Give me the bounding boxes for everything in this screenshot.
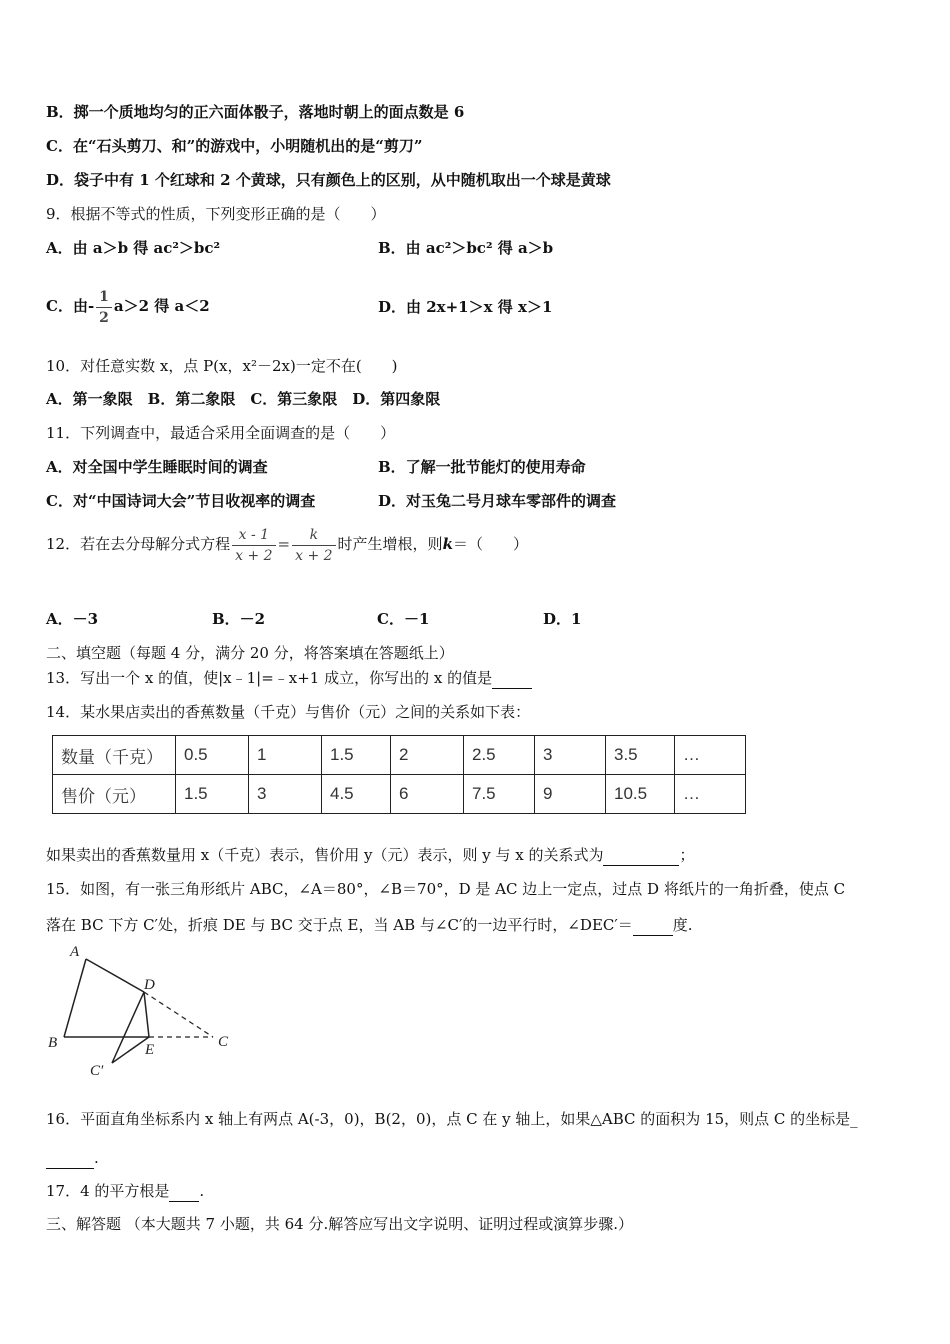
table-row-label: 售价（元） xyxy=(53,775,176,814)
table-cell: … xyxy=(675,736,746,775)
q14-question-end: ； xyxy=(679,846,695,864)
q12-stem-prefix: 12．若在去分母解分式方程 xyxy=(46,535,231,553)
q15-line1: 15．如图，有一张三角形纸片 ABC，∠A＝80°，∠B＝70°，D 是 AC 边上一定点，过点 D 将纸片的一角折叠，使点 C xyxy=(46,880,846,898)
q8-option-c: C．在“石头剪刀、和”的游戏中，小明随机出的是“剪刀” xyxy=(46,137,423,155)
q12-option-b: B．－2 xyxy=(212,610,266,628)
q9-c-denominator: 2 xyxy=(99,309,109,326)
q10-stem: 10．对任意实数 x，点 P(x，x²－2x)一定不在( ) xyxy=(46,357,398,375)
q9-stem: 9．根据不等式的性质，下列变形正确的是（ ） xyxy=(46,205,386,223)
q9-option-d: D．由 2x+1＞x 得 x＞1 xyxy=(378,298,553,316)
q8-option-d: D．袋子中有 1 个红球和 2 个黄球，只有颜色上的区别，从中随机取出一个球是黄球 xyxy=(46,171,611,189)
q11-option-b: B．了解一批节能灯的使用寿命 xyxy=(378,458,586,476)
q9-option-c xyxy=(46,276,210,336)
q16-line2 xyxy=(46,1148,99,1169)
table-cell: 1.5 xyxy=(322,736,391,775)
table-cell: … xyxy=(675,775,746,814)
label-c: C xyxy=(218,1034,229,1050)
q11-stem: 11．下列调查中，最适合采用全面调查的是（ ） xyxy=(46,424,396,442)
fold-crease-de xyxy=(144,992,149,1037)
fold-triangle-diagram xyxy=(46,940,246,1080)
q17-end: . xyxy=(199,1182,205,1200)
table-cell: 3 xyxy=(535,736,606,775)
edge-ab xyxy=(64,959,86,1037)
q13-answer-blank xyxy=(492,668,532,689)
q12-option-a: A．－3 xyxy=(46,610,99,628)
table-cell: 7.5 xyxy=(464,775,535,814)
q17 xyxy=(46,1181,204,1202)
q9-c-prefix: C．由- xyxy=(46,297,95,315)
q13 xyxy=(46,668,532,689)
q12-equals: = xyxy=(277,535,291,553)
q12-option-c: C．－1 xyxy=(377,610,430,628)
table-cell: 2.5 xyxy=(464,736,535,775)
label-c-prime: C′ xyxy=(90,1063,104,1079)
table-row xyxy=(53,736,746,775)
q12-stem-end: ＝（ ） xyxy=(452,535,528,553)
table-cell: 0.5 xyxy=(176,736,249,775)
label-b: B xyxy=(48,1035,58,1051)
price-table xyxy=(52,735,746,814)
q15-answer-blank xyxy=(633,915,673,936)
q16-answer-blank xyxy=(46,1148,94,1169)
table-row-label: 数量（千克） xyxy=(53,736,176,775)
q9-c-numerator: 1 xyxy=(96,287,112,308)
q11-option-c: C．对“中国诗词大会”节目收视率的调查 xyxy=(46,492,316,510)
q12-left-numerator: x - 1 xyxy=(232,525,275,546)
table-cell: 9 xyxy=(535,775,606,814)
label-a: A xyxy=(70,944,80,960)
q12-fraction-right xyxy=(292,525,335,566)
q9-c-fraction xyxy=(96,287,112,328)
table-cell: 4.5 xyxy=(322,775,391,814)
q14-answer-blank xyxy=(603,845,679,866)
q17-answer-blank xyxy=(169,1181,199,1202)
table-cell: 3 xyxy=(249,775,322,814)
q15-line2-text: 落在 BC 下方 C′处，折痕 DE 与 BC 交于点 E，当 AB 与∠C′的一边平行时，∠DEC′＝ xyxy=(46,916,633,934)
table-cell: 10.5 xyxy=(606,775,675,814)
section3-heading: 三、解答题 （本大题共 7 小题，共 64 分.解答应写出文字说明、证明过程或演算步骤.） xyxy=(46,1215,634,1233)
section2-heading: 二、填空题（每题 4 分，满分 20 分，将答案填在答题纸上） xyxy=(46,644,454,662)
table-cell: 1.5 xyxy=(176,775,249,814)
q11-option-d: D．对玉兔二号月球车零部件的调查 xyxy=(378,492,617,510)
table-cell: 1 xyxy=(249,736,322,775)
table-cell: 6 xyxy=(391,775,464,814)
edge-ad xyxy=(86,959,144,992)
q12-option-d: D．1 xyxy=(543,610,582,628)
dashed-dc xyxy=(144,992,213,1037)
q8-option-b: B．掷一个质地均匀的正六面体骰子，落地时朝上的面点数是 6 xyxy=(46,103,465,121)
q11-option-a: A．对全国中学生睡眠时间的调查 xyxy=(46,458,268,476)
q12-fraction-left xyxy=(232,525,275,566)
q12-left-denominator: x + 2 xyxy=(235,547,273,564)
q12-right-denominator: x + 2 xyxy=(295,547,333,564)
table-cell: 2 xyxy=(391,736,464,775)
q9-c-suffix: a＞2 得 a＜2 xyxy=(113,297,210,315)
q14-question-text: 如果卖出的香蕉数量用 x（千克）表示，售价用 y（元）表示，则 y 与 x 的关系式为 xyxy=(46,846,604,864)
q14-question xyxy=(46,845,695,866)
q12-stem xyxy=(46,522,528,566)
q12-stem-mid: 时产生增根，则 xyxy=(337,535,443,553)
label-d: D xyxy=(144,977,155,993)
q16-line2-end: . xyxy=(94,1149,99,1167)
q14-stem: 14．某水果店卖出的香蕉数量（千克）与售价（元）之间的关系如下表： xyxy=(46,703,531,721)
q15-line2 xyxy=(46,915,693,936)
table-row xyxy=(53,775,746,814)
q10-options: A．第一象限 B．第二象限 C．第三象限 D．第四象限 xyxy=(46,390,441,408)
q17-text: 17．4 的平方根是 xyxy=(46,1182,170,1200)
label-e: E xyxy=(145,1042,155,1058)
q9-option-b: B．由 ac²＞bc² 得 a＞b xyxy=(378,239,554,257)
q12-right-numerator: k xyxy=(292,525,335,546)
q16-line1: 16．平面直角坐标系内 x 轴上有两点 A(-3，0)，B(2，0)，点 C 在 y 轴上，如果△ABC 的面积为 15，则点 C 的坐标是_ xyxy=(46,1110,858,1128)
q12-k: k xyxy=(442,535,453,553)
q15-line2-end: 度. xyxy=(672,916,693,934)
q13-text: 13．写出一个 x 的值，使|x﹣1|=﹣x+1 成立，你写出的 x 的值是 xyxy=(46,669,493,687)
table-cell: 3.5 xyxy=(606,736,675,775)
q9-option-a: A．由 a＞b 得 ac²＞bc² xyxy=(46,239,221,257)
